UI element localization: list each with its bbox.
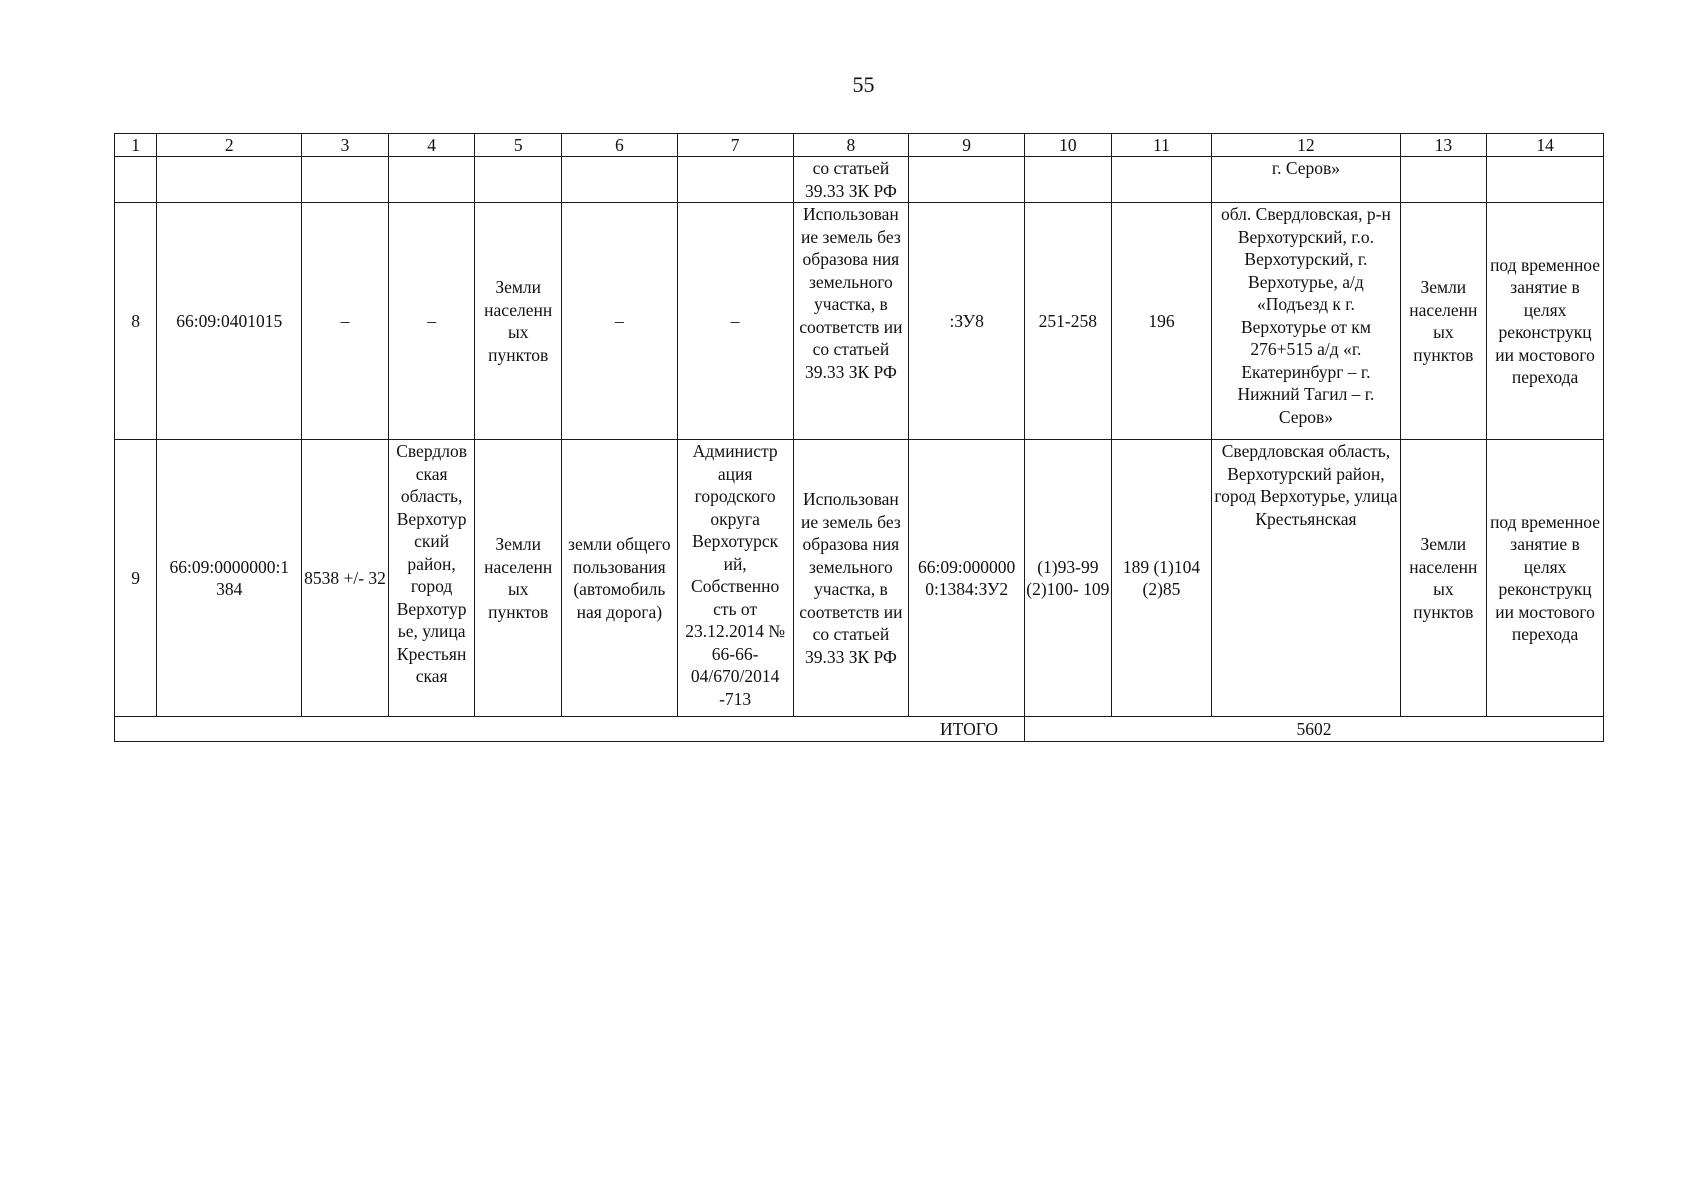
header-cell: 5	[475, 134, 562, 157]
total-blank-cell	[115, 717, 909, 742]
address-cell: Свердловская область, Верхотурский район, город Верхотурье, улица Крестьянская	[1212, 440, 1400, 717]
header-cell: 10	[1025, 134, 1112, 157]
table-cell: 189 (1)104 (2)85	[1111, 440, 1212, 717]
header-cell: 2	[157, 134, 302, 157]
header-cell: 12	[1212, 134, 1400, 157]
row-number-cell: 8	[115, 203, 157, 440]
table-cell: Земли населенн ых пунктов	[475, 203, 562, 440]
table-row-9	[115, 440, 1604, 717]
table-cell: –	[302, 203, 389, 440]
table-cell: земли общего пользования (автомобиль ная дорога)	[561, 440, 677, 717]
table-cell: под временное занятие в целях реконструкц ии мостового перехода	[1487, 440, 1604, 717]
table-cell: Земли населенн ых пунктов	[1400, 440, 1487, 717]
table-cell	[475, 157, 562, 203]
header-cell: 1	[115, 134, 157, 157]
continuation-row	[115, 157, 1604, 203]
table-cell	[115, 157, 157, 203]
table-cell	[561, 157, 677, 203]
address-cell: обл. Свердловская, р-н Верхотурский, г.о. Верхотурский, г. Верхотурье, а/д «Подъезд к г. Верхотурье от км 276+515 а/д «г. Екатеринбург – г. Нижний Тагил – г. Серов»	[1212, 203, 1400, 440]
table-cell: 8538 +/- 32	[302, 440, 389, 717]
table-cell: –	[677, 203, 793, 440]
table-cell: г. Серов»	[1212, 157, 1400, 203]
total-row	[115, 717, 1604, 742]
row-number-cell: 9	[115, 440, 157, 717]
header-cell: 9	[909, 134, 1025, 157]
table-cell: 196	[1111, 203, 1212, 440]
table-cell: Свердлов ская область, Верхотур ский район, город Верхотур ье, улица Крестьян ская	[388, 440, 475, 717]
table-cell: –	[388, 203, 475, 440]
table-cell: Использован ие земель без образова ния земельного участка, в соответств ии со статьей 39.33 ЗК РФ	[793, 203, 909, 440]
table-cell	[1025, 157, 1112, 203]
header-cell: 11	[1111, 134, 1212, 157]
header-cell: 7	[677, 134, 793, 157]
table-cell	[157, 157, 302, 203]
table-cell	[302, 157, 389, 203]
cadastral-number-cell: 66:09:0401015	[157, 203, 302, 440]
table-row-8	[115, 203, 1604, 440]
table-cell: :ЗУ8	[909, 203, 1025, 440]
cadastral-number-cell: 66:09:0000000:1 384	[157, 440, 302, 717]
table-cell	[1487, 157, 1604, 203]
land-plots-table	[114, 133, 1604, 742]
table-cell: –	[561, 203, 677, 440]
table-cell: со статьей 39.33 ЗК РФ	[793, 157, 909, 203]
header-cell: 13	[1400, 134, 1487, 157]
table-cell	[1111, 157, 1212, 203]
table-cell	[909, 157, 1025, 203]
table-cell: Земли населенн ых пунктов	[475, 440, 562, 717]
table-cell	[1400, 157, 1487, 203]
header-row	[115, 134, 1604, 157]
total-label: ИТОГО	[909, 717, 1025, 742]
table-cell	[388, 157, 475, 203]
header-cell: 14	[1487, 134, 1604, 157]
header-cell: 4	[388, 134, 475, 157]
table-cell: под временное занятие в целях реконструкц ии мостового перехода	[1487, 203, 1604, 440]
header-cell: 6	[561, 134, 677, 157]
header-cell: 8	[793, 134, 909, 157]
table-cell: Использован ие земель без образова ния земельного участка, в соответств ии со статьей 39.33 ЗК РФ	[793, 440, 909, 717]
header-cell: 3	[302, 134, 389, 157]
table-cell: (1)93-99 (2)100- 109	[1025, 440, 1112, 717]
table-cell	[677, 157, 793, 203]
page-number: 55	[852, 72, 875, 97]
table-cell: Земли населенн ых пунктов	[1400, 203, 1487, 440]
table-cell: 66:09:000000 0:1384:ЗУ2	[909, 440, 1025, 717]
table-cell: Администр ация городского округа Верхотурск ий, Собственно сть от 23.12.2014 № 66-66- 04/670/2014 -713	[677, 440, 793, 717]
table-cell: 251-258	[1025, 203, 1112, 440]
total-value: 5602	[1025, 717, 1604, 742]
